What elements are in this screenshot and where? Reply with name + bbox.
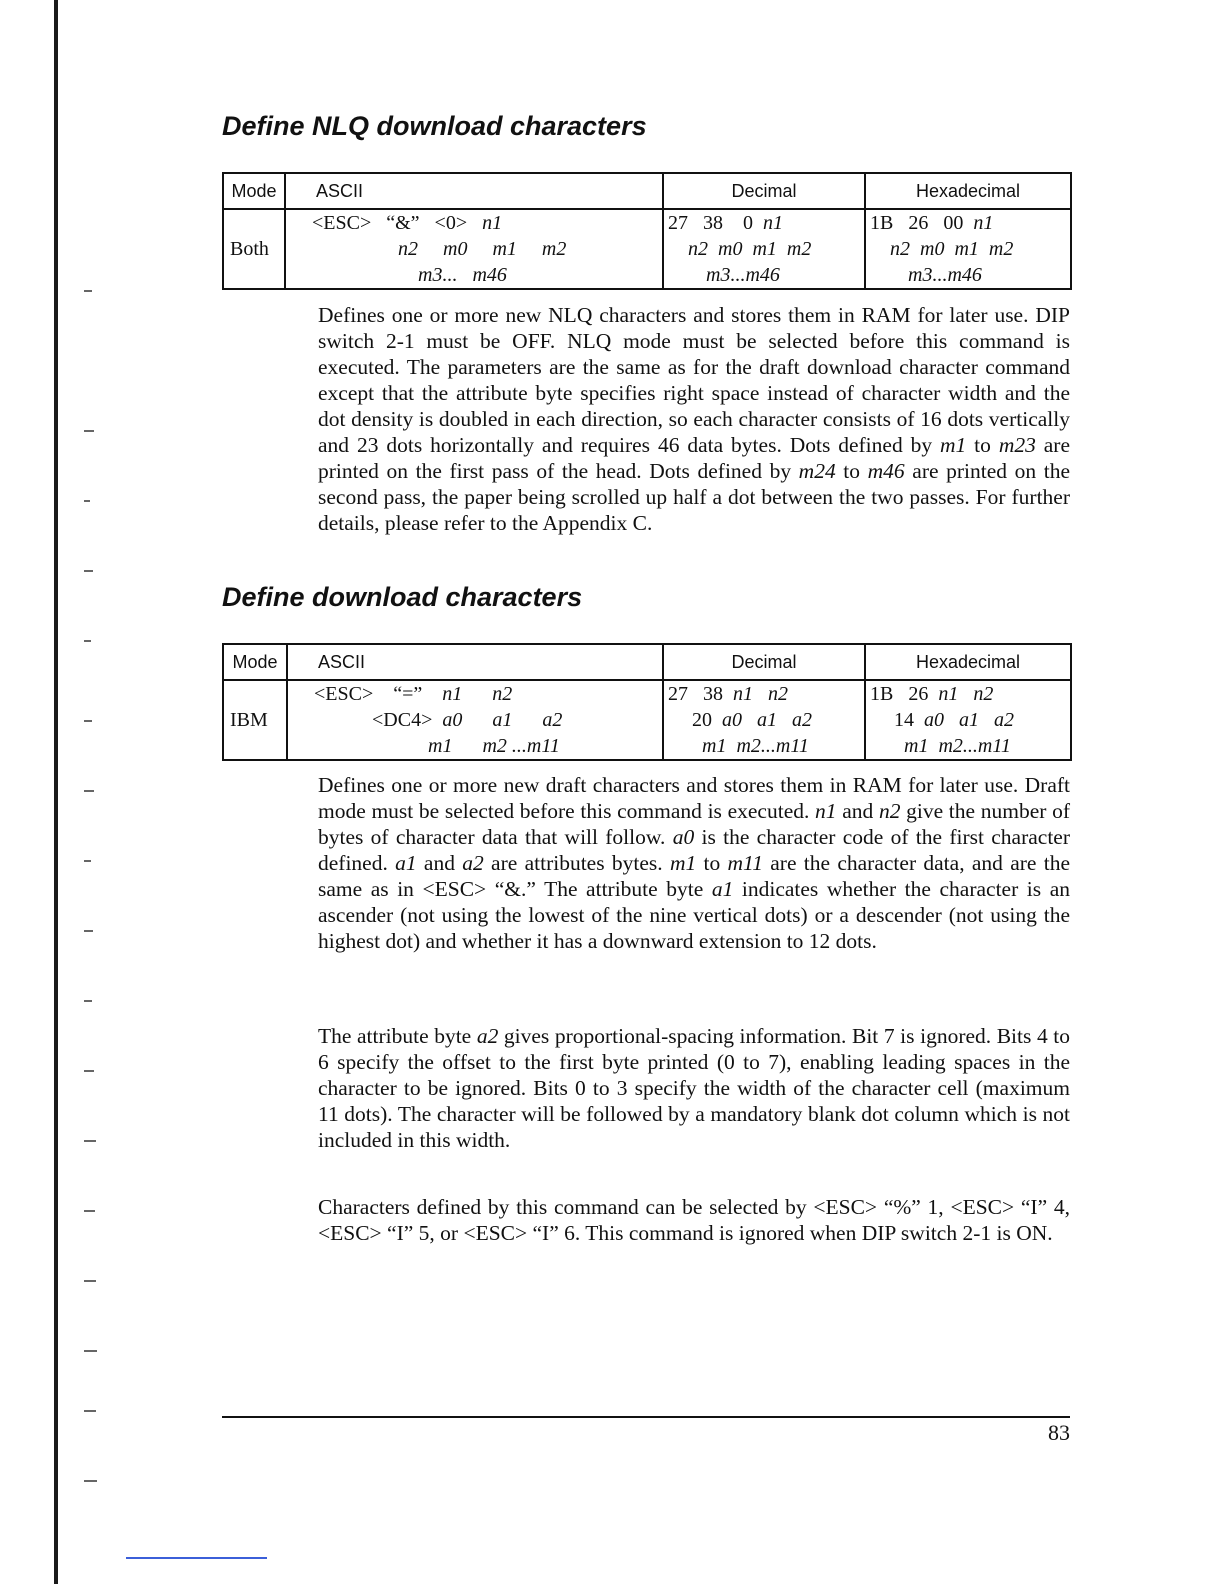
scan-artifact-line bbox=[126, 1557, 267, 1559]
header-hexadecimal: Hexadecimal bbox=[865, 644, 1071, 680]
hex-line-1: 1B 26 00 bbox=[870, 212, 974, 234]
section-heading-nlq: Define NLQ download characters bbox=[222, 111, 647, 141]
paragraph-selection: Characters defined by this command can be selected by <ESC> “%” 1, <ESC> “I” 4, <ESC> “I” 5, or <ESC> “I” 6. This command is ignored when DIP switch 2-1 is ON. bbox=[318, 1195, 1070, 1245]
mode-value: Both bbox=[223, 209, 285, 289]
page-number: 83 bbox=[1048, 1420, 1070, 1445]
command-table-nlq bbox=[222, 172, 1072, 290]
margin-scan-marks bbox=[84, 40, 114, 1520]
decimal-params-n: n1 n2 bbox=[733, 683, 788, 705]
header-decimal: Decimal bbox=[663, 644, 865, 680]
decimal-line-2: n2 m0 m1 m2 bbox=[688, 238, 812, 260]
ascii-line-2: <DC4> bbox=[372, 709, 443, 731]
decimal-line-1: 27 38 0 bbox=[668, 212, 763, 234]
decimal-line-1: 27 38 bbox=[668, 683, 733, 705]
ascii-params-n: n1 n2 bbox=[442, 683, 513, 705]
table-header-row bbox=[223, 173, 1071, 209]
decimal-params-a: a0 a1 a2 bbox=[722, 709, 812, 731]
header-decimal: Decimal bbox=[663, 173, 865, 209]
ascii-sequence bbox=[287, 680, 663, 760]
hex-line-3: m1 m2...m11 bbox=[904, 735, 1011, 757]
hex-param-n1: n1 bbox=[973, 212, 994, 234]
hex-line-3: m3...m46 bbox=[908, 264, 982, 286]
ascii-params-a: a0 a1 a2 bbox=[442, 709, 563, 731]
table-header-row bbox=[223, 644, 1071, 680]
decimal-param-n1: n1 bbox=[763, 212, 783, 234]
ascii-line-2: n2 m0 m1 m2 bbox=[398, 238, 567, 260]
ascii-line-3: m3... m46 bbox=[418, 264, 507, 286]
header-mode: Mode bbox=[223, 173, 285, 209]
ascii-line-1: <ESC> “=” bbox=[314, 683, 443, 705]
hex-params-a: a0 a1 a2 bbox=[924, 709, 1014, 731]
footer-rule bbox=[222, 1416, 1070, 1418]
hex-params-n: n1 n2 bbox=[938, 683, 994, 705]
ascii-line-1: <ESC> “&” <0> bbox=[312, 212, 483, 234]
hex-line-2: 14 bbox=[894, 709, 924, 731]
header-ascii: ASCII bbox=[287, 644, 663, 680]
mode-value: IBM bbox=[223, 680, 287, 760]
hex-sequence bbox=[865, 209, 1071, 289]
binding-edge bbox=[54, 0, 58, 1584]
paragraph-attribute-byte: The attribute byte a2 gives proportional-spacing information. Bit 7 is ignored. Bits 4 to 6 specify the offset to the first byte printed (0 to 7), enabling leading spaces in the character to be ignored. Bits 0 to 3 specify the width of the character cell (maximum 11 dots). The character will be followed by a mandatory blank dot column which is not included in this width. bbox=[318, 1024, 1070, 1152]
ascii-param-n1: n1 bbox=[482, 212, 503, 234]
command-table-download bbox=[222, 643, 1072, 761]
table-body-row bbox=[223, 680, 1071, 760]
ascii-line-3: m1 m2 ...m11 bbox=[428, 735, 560, 757]
header-hexadecimal: Hexadecimal bbox=[865, 173, 1071, 209]
hex-line-1: 1B 26 bbox=[870, 683, 939, 705]
section-heading-download: Define download characters bbox=[222, 582, 583, 612]
table-body-row bbox=[223, 209, 1071, 289]
hex-sequence bbox=[865, 680, 1071, 760]
header-ascii: ASCII bbox=[285, 173, 663, 209]
decimal-line-3: m1 m2...m11 bbox=[702, 735, 809, 757]
header-mode: Mode bbox=[223, 644, 287, 680]
paragraph-download-description: Defines one or more new draft characters and stores them in RAM for later use. Draft mode must be selected before this command is executed. n1 and n2 give the number of bytes of character data that will follow. a0 is the character code of the first character defined. a1 and a2 are attributes bytes. m1 to m11 are the character data, and are the same as in <ESC> “&.” The attribute byte a1 indicates whether the character is an ascender (not using the lowest of the nine vertical dots) or a descender (not using the highest dot) and whether it has a downward extension to 12 dots. bbox=[318, 773, 1071, 953]
decimal-line-3: m3...m46 bbox=[706, 264, 780, 286]
ascii-sequence bbox=[285, 209, 663, 289]
decimal-sequence bbox=[663, 209, 865, 289]
hex-line-2: n2 m0 m1 m2 bbox=[890, 238, 1014, 260]
decimal-sequence bbox=[663, 680, 865, 760]
decimal-line-2: 20 bbox=[692, 709, 722, 731]
paragraph-nlq-description: Defines one or more new NLQ characters and stores them in RAM for later use. DIP switch 2-1 must be OFF. NLQ mode must be selected before this command is executed. The parameters are the same as for the draft download character command except that the attribute byte specifies right space instead of character width and the dot density is doubled in each direction, so each character consists of 16 dots vertically and 23 dots horizontally and requires 46 data bytes. Dots defined by m1 to m23 are printed on the first pass of the head. Dots defined by m24 to m46 are printed on the second pass, the paper being scrolled up half a dot between the two passes. For further details, please refer to the Appendix C. bbox=[318, 303, 1070, 535]
